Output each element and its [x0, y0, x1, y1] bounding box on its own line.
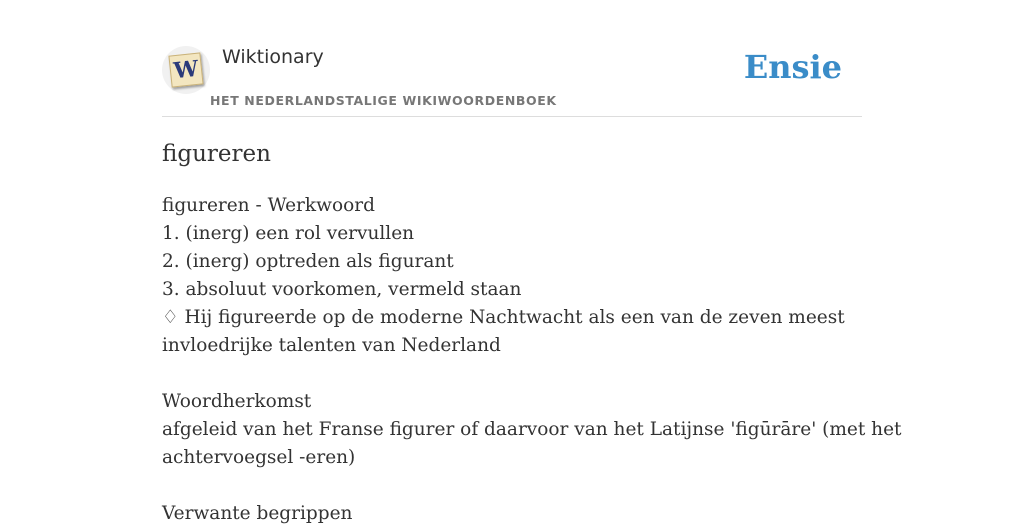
etymology-line-1: afgeleid van het Franse figurer of daarvoor van het Latijnse 'figūrāre' (met het	[162, 419, 902, 440]
logo-tile: W	[168, 52, 203, 87]
site-subtitle: HET NEDERLANDSTALIGE WIKIWOORDENBOEK	[210, 93, 557, 108]
example-line-2: invloedrijke talenten van Nederland	[162, 335, 501, 356]
page-title: figureren	[162, 141, 271, 167]
spacer	[162, 472, 852, 500]
entry-content	[162, 136, 902, 528]
wiktionary-logo-icon[interactable]	[162, 46, 210, 94]
entry-heading: figureren - Werkwoord	[162, 195, 375, 216]
definition-1: 1. (inerg) een rol vervullen	[162, 223, 415, 244]
entry-body	[162, 192, 902, 528]
related-heading: Verwante begrippen	[162, 503, 353, 524]
definition-3: 3. absoluut voorkomen, vermeld staan	[162, 279, 522, 300]
etymology-line-2: achtervoegsel -eren)	[162, 447, 356, 468]
definition-2: 2. (inerg) optreden als figurant	[162, 251, 454, 272]
spacer	[162, 360, 852, 388]
example-line-1: ♢ Hij figureerde op de moderne Nachtwacht als een van de zeven meest	[162, 307, 845, 328]
site-title[interactable]: Wiktionary	[222, 46, 324, 68]
site-header	[162, 40, 862, 117]
etymology-heading: Woordherkomst	[162, 391, 312, 412]
ensie-brand-link[interactable]: Ensie	[743, 48, 842, 86]
